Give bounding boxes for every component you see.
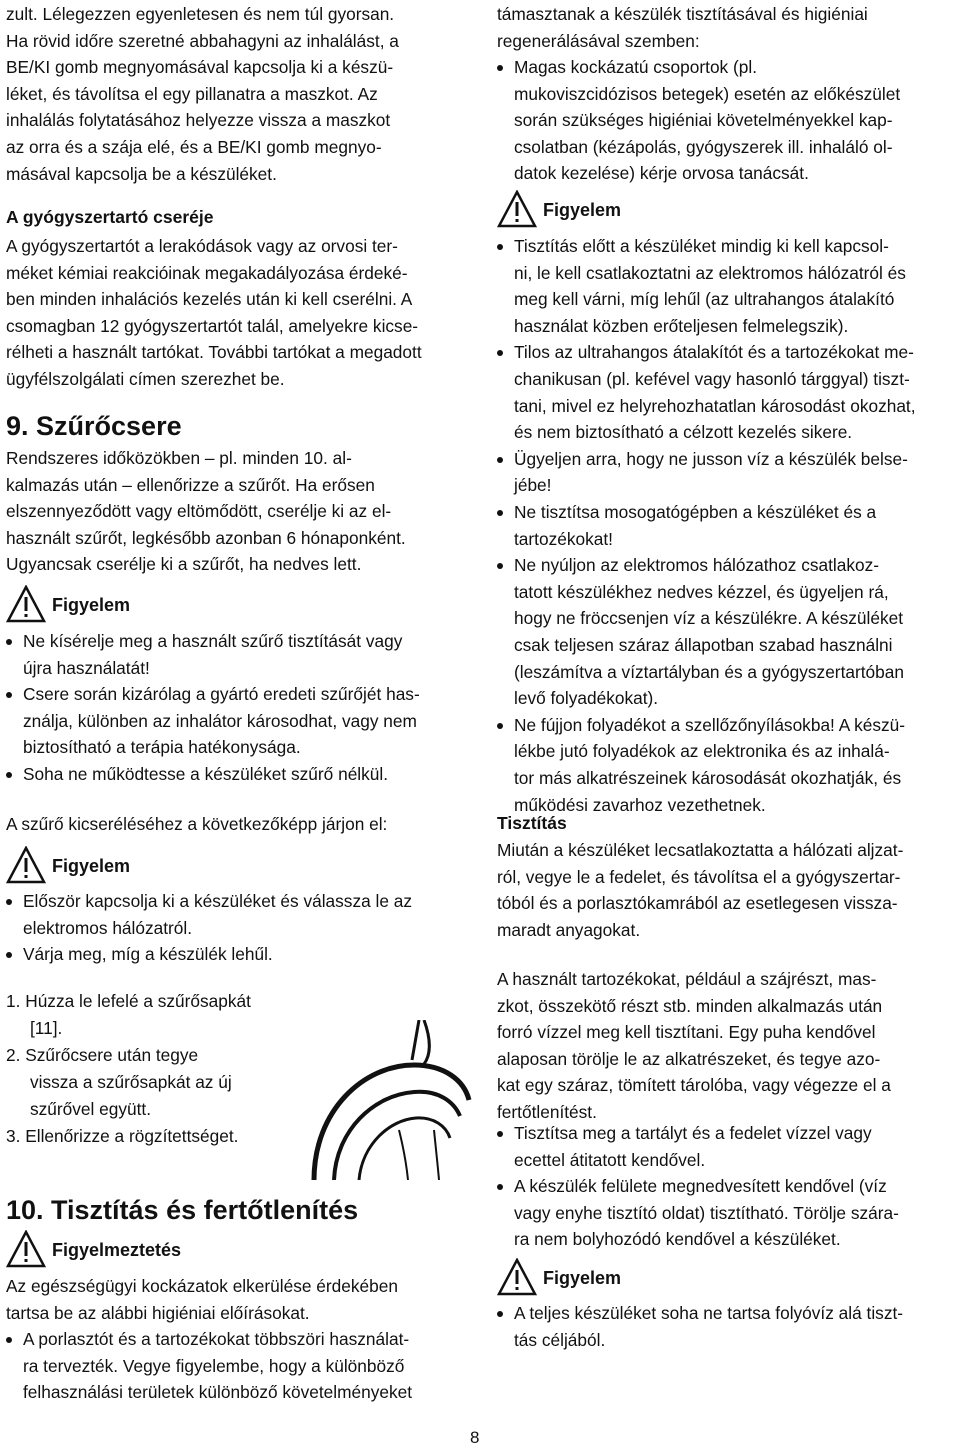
bullet-line: Soha ne működtesse a készüléket szűrő nélkül. bbox=[23, 764, 389, 784]
bullet-line: hogy ne fröccsenjen víz a készülékre. A készüléket bbox=[514, 608, 904, 629]
bullet-line: Várja meg, míg a készülék lehűl. bbox=[23, 944, 273, 965]
text-line: Ugyancsak cserélje ki a szűrőt, ha nedves lett. bbox=[6, 554, 362, 575]
warning-label: Figyelem bbox=[52, 595, 131, 615]
bullet-line: felhasználási területek különböző követelményeket bbox=[23, 1382, 413, 1403]
warning-triangle-icon bbox=[6, 846, 46, 884]
bullet-line: során szükséges higiéniai követelményekkel kap- bbox=[514, 110, 893, 131]
text-line: Ha rövid időre szeretné abbahagyni az inhalálást, a bbox=[6, 30, 399, 51]
bullet-line: vagy enyhe tisztító oldat) tisztítható. Törölje szára- bbox=[514, 1202, 899, 1223]
bullet-line: tani, mivel ez helyrehozhatatlan károsodást okozhat, bbox=[514, 395, 916, 416]
text-line: kat egy száraz, tömített tárolóba, vagy végezze el a bbox=[497, 1075, 891, 1096]
bullet-line: Először kapcsolja ki a készüléket és válassza le az bbox=[23, 891, 413, 911]
bullet-line: Csere során kizárólag a gyártó eredeti szűrőjét has- bbox=[23, 684, 420, 705]
text-line: A gyógyszertartót a lerakódások vagy az orvosi ter- bbox=[6, 236, 398, 256]
page-number: 8 bbox=[470, 1428, 480, 1447]
text-line: zult. Lélegezzen egyenletesen és nem túl gyorsan. bbox=[6, 4, 395, 24]
bullet-line: ni, le kell csatlakoztatni az elektromos hálózatról és bbox=[514, 262, 906, 283]
text-line: ügyfélszolgálati címen szerezhet be. bbox=[6, 369, 285, 389]
bullet-line: csolatban (kézápolás, gyógyszerek ill. inhaláló ol- bbox=[514, 136, 893, 157]
text-line: inhalálás folytatásához helyezze vissza a maszkot bbox=[6, 110, 391, 131]
bullet-line: Ne fújjon folyadékot a szellőzőnyílásokba! A készü- bbox=[514, 714, 905, 735]
text-line: tartsa be az alábbi higiéniai előírásokat. bbox=[6, 1302, 310, 1323]
text-line: támasztanak a készülék tisztításával és higiéniai bbox=[497, 4, 868, 24]
bullet-line: Magas kockázatú csoportok (pl. bbox=[514, 57, 758, 77]
text-line: használt szűrőt, legkésőbb azonban 6 hónaponként. bbox=[6, 527, 406, 548]
warning-triangle-icon bbox=[6, 1230, 46, 1268]
text-line: ben minden inhalációs kezelés után ki kell cserélni. A bbox=[6, 289, 413, 310]
step-line: szűrővel együtt. bbox=[30, 1099, 152, 1119]
bullet-line: elektromos hálózatról. bbox=[23, 917, 193, 938]
bullet-line: Ne kísérelje meg a használt szűrő tisztítását vagy bbox=[23, 631, 403, 651]
warning-triangle-icon bbox=[497, 1258, 537, 1296]
text-line: zkot, összekötő részt stb. minden alkalmazás után bbox=[497, 995, 883, 1016]
step-line: [11]. bbox=[30, 1018, 63, 1038]
step-line: 1. Húzza le lefelé a szűrősapkát bbox=[6, 991, 251, 1011]
bullet-line: ecettel átitatott kendővel. bbox=[514, 1149, 706, 1170]
text-line: Miután a készüléket lecsatlakoztatta a hálózati aljzat- bbox=[497, 840, 904, 860]
bullet-line: (leszámítva a víztartályban és a gyógyszertartóban bbox=[514, 661, 904, 682]
warning-label: Figyelem bbox=[543, 1268, 622, 1288]
text-line: fertőtlenítést. bbox=[497, 1102, 597, 1122]
cleaning-section-heading: 10. Tisztítás és fertőtlenítés bbox=[6, 1195, 359, 1225]
bullet-line: meg kell várni, míg lehűl (az ultrahangos átalakító bbox=[514, 289, 895, 310]
bullet-line: A teljes készüléket soha ne tartsa folyóvíz alá tiszt- bbox=[514, 1303, 904, 1323]
bullet-line: tatott készülékhez nedves kézzel, és ügyeljen rá, bbox=[514, 581, 889, 602]
bullet-line: biztosítható a terápia hatékonysága. bbox=[23, 737, 301, 758]
text-line: A használt tartozékokat, például a szájrészt, mas- bbox=[497, 969, 877, 989]
bullet-line: ra nem bolyhozódó kendővel a készüléket. bbox=[514, 1229, 841, 1250]
bullet-line: lékbe jutó folyadékok az elektronika és az inhalá- bbox=[514, 741, 890, 762]
text-line: alaposan törölje le az alkatrészeket, és tegye azo- bbox=[497, 1048, 881, 1069]
bullet-line: és nem biztosítható a célzott kezelés sikere. bbox=[514, 422, 853, 443]
bullet-line: A porlasztót és a tartozékokat többszöri használat- bbox=[23, 1329, 410, 1349]
replace-intro: A szűrő kicseréléséhez a következőképp járjon el: bbox=[6, 814, 388, 834]
bullet-line: A készülék felülete megnedvesített kendővel (víz bbox=[514, 1176, 887, 1197]
bullet-line: Ügyeljen arra, hogy ne jusson víz a készülék belse- bbox=[514, 448, 908, 469]
bullet-line: csak teljesen száraz állapotban szabad használni bbox=[514, 635, 893, 655]
warning-triangle-icon bbox=[497, 190, 537, 228]
text-line: léket, és távolítsa el egy pillanatra a maszkot. Az bbox=[6, 83, 378, 104]
bullet-line: Ne tisztítsa mosogatógépben a készüléket és a bbox=[514, 502, 877, 522]
text-line: rélheti a használt tartókat. További tartókat a megadott bbox=[6, 342, 422, 363]
bullet-line: Tisztítsa meg a tartályt és a fedelet vízzel vagy bbox=[514, 1123, 872, 1143]
bullet-line: ra tervezték. Vegye figyelembe, hogy a különböző bbox=[23, 1355, 405, 1376]
text-line: méket kémiai reakcióinak megakadályozása érdeké- bbox=[6, 262, 408, 283]
bullet-line: tor más alkatrészeinek károsodását okozhatják, és bbox=[514, 768, 902, 788]
text-line: maradt anyagokat. bbox=[497, 919, 641, 940]
warning-label: Figyelmeztetés bbox=[52, 1240, 182, 1260]
step-line: 3. Ellenőrizze a rögzítettséget. bbox=[6, 1126, 239, 1146]
text-line: tóból és a porlasztókamrából az esetlegesen vissza- bbox=[497, 893, 898, 914]
bullet-line: chanikusan (pl. kefével vagy hasonló tárggyal) tiszt- bbox=[514, 369, 910, 389]
bullet-line: Ne nyúljon az elektromos hálózathoz csatlakoz- bbox=[514, 555, 880, 576]
text-line: BE/KI gomb megnyomásával kapcsolja ki a készü- bbox=[6, 57, 394, 78]
med-container-heading: A gyógyszertartó cseréje bbox=[6, 207, 214, 227]
warning-label: Figyelem bbox=[543, 200, 622, 220]
step-line: 2. Szűrőcsere után tegye bbox=[6, 1045, 199, 1065]
text-line: regenerálásával szemben: bbox=[497, 30, 700, 51]
text-line: forró vízzel meg kell tisztítani. Egy puha kendővel bbox=[497, 1022, 876, 1043]
warning-triangle-icon bbox=[6, 585, 46, 623]
text-line: elszennyeződött vagy eltömődött, cserélje ki az el- bbox=[6, 501, 392, 522]
bullet-line: datok kezelése) kérje orvosa tanácsát. bbox=[514, 163, 809, 184]
step-line: vissza a szűrősapkát az új bbox=[30, 1072, 232, 1092]
bullet-line: működési zavarhoz vezethetnek. bbox=[514, 794, 766, 815]
warning-label: Figyelem bbox=[52, 856, 131, 876]
text-line: Az egészségügyi kockázatok elkerülése érdekében bbox=[6, 1276, 398, 1296]
cleaning-heading: Tisztítás bbox=[497, 813, 567, 833]
filter-section-heading: 9. Szűrőcsere bbox=[6, 411, 182, 441]
bullet-line: Tisztítás előtt a készüléket mindig ki kell kapcsol- bbox=[514, 236, 889, 256]
bullet-line: tás céljából. bbox=[514, 1329, 606, 1350]
text-line: Rendszeres időközökben – pl. minden 10. al- bbox=[6, 448, 352, 468]
text-line: az orra és a szája elé, és a BE/KI gomb megnyo- bbox=[6, 137, 382, 157]
bullet-line: levő folyadékokat). bbox=[514, 688, 659, 709]
bullet-line: használat közben erőteljesen felmelegszik). bbox=[514, 315, 849, 336]
text-line: csomagban 12 gyógyszertartót talál, amelyekre kicse- bbox=[6, 315, 419, 336]
text-line: másával kapcsolja be a készüléket. bbox=[6, 163, 277, 184]
bullet-line: tartozékokat! bbox=[514, 528, 613, 549]
bullet-line: jébe! bbox=[514, 475, 552, 496]
text-line: ról, vegye le a fedelet, és távolítsa el a gyógyszertar- bbox=[497, 866, 901, 887]
filter-cap-illustration bbox=[304, 1020, 474, 1180]
bullet-line: újra használatát! bbox=[23, 657, 150, 678]
text-line: kalmazás után – ellenőrizze a szűrőt. Ha erősen bbox=[6, 474, 375, 495]
bullet-line: ználja, különben az inhalátor károsodhat, vagy nem bbox=[23, 710, 417, 731]
bullet-line: mukoviszcidózisos betegek) esetén az előkészület bbox=[514, 83, 901, 104]
bullet-line: Tilos az ultrahangos átalakítót és a tartozékokat me- bbox=[514, 342, 914, 363]
